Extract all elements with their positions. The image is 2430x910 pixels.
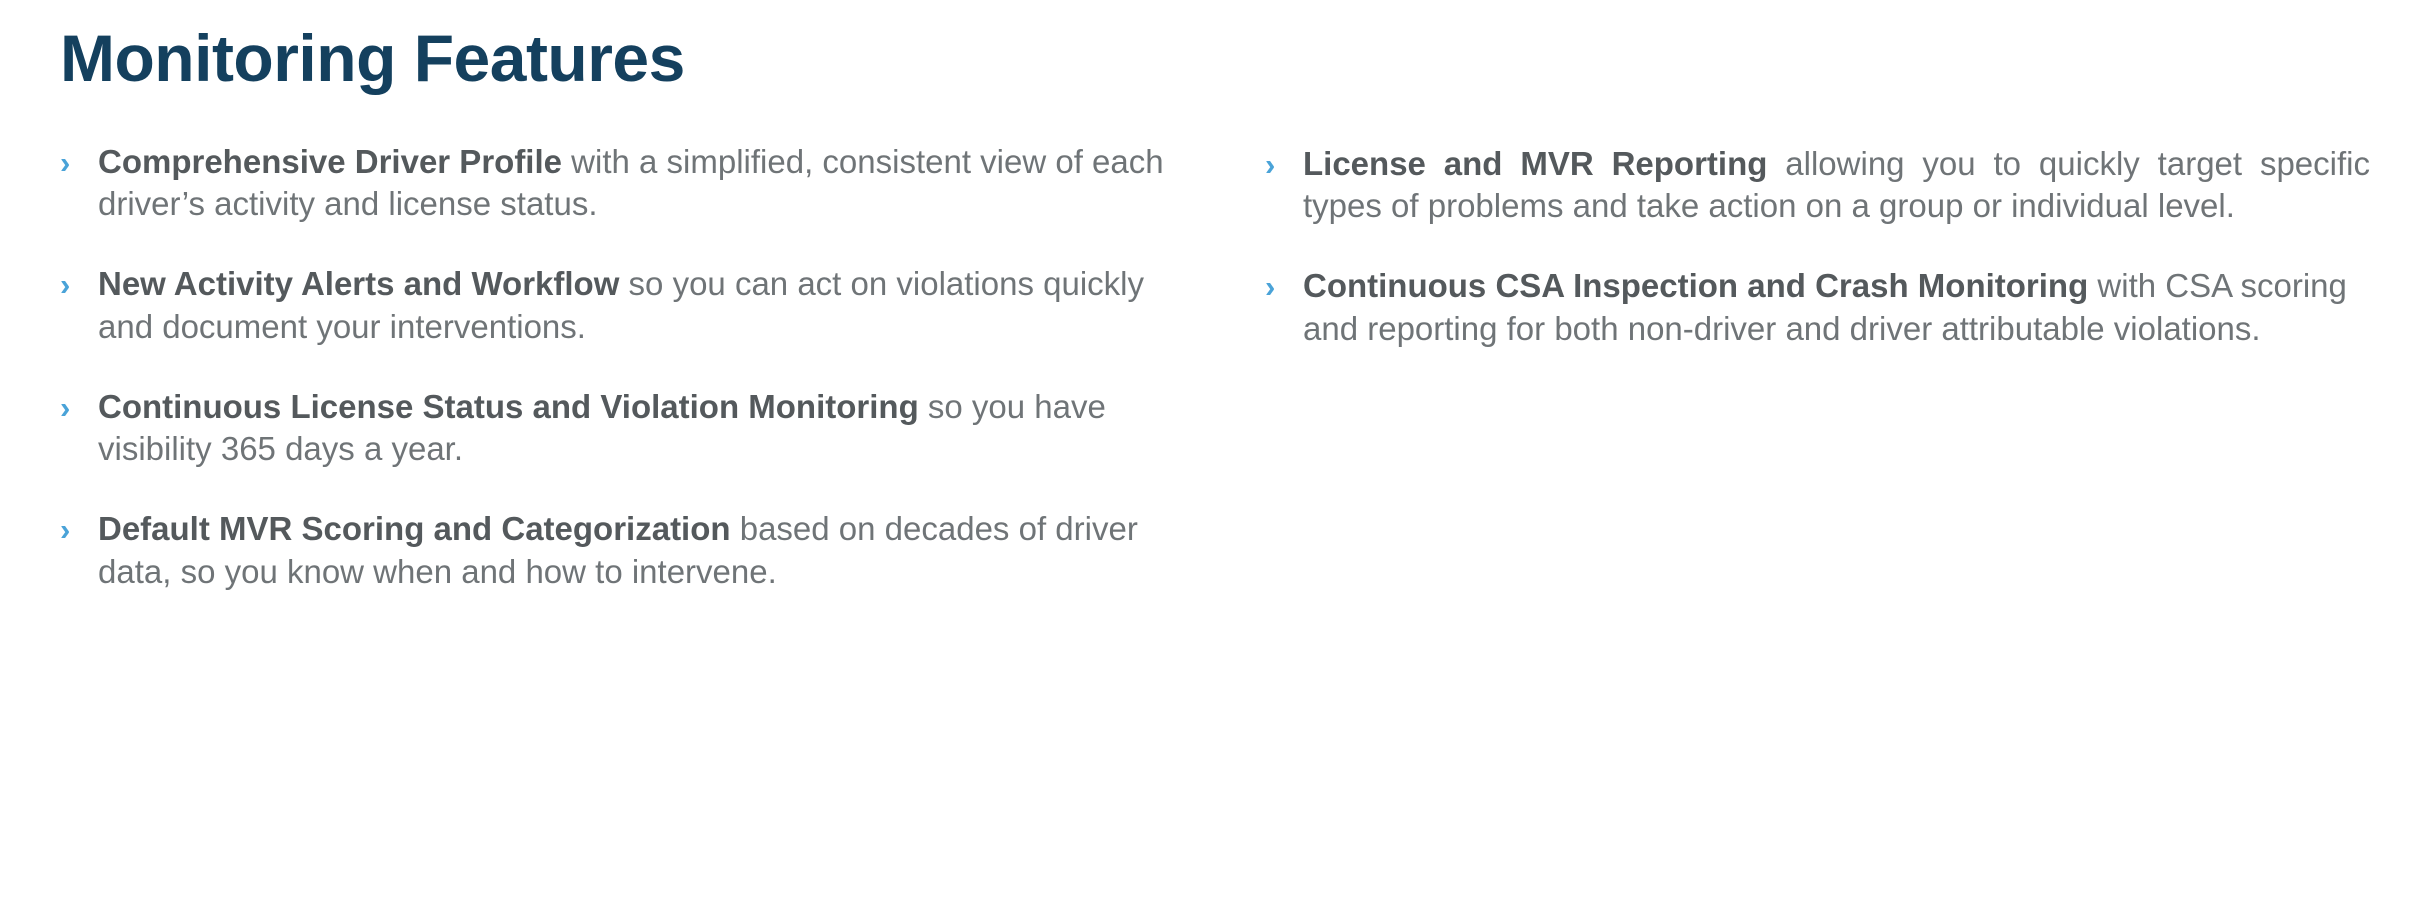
list-item-description: so you have visibility 365 days a year.: [98, 387, 1106, 468]
feature-column-left: [60, 108, 1165, 593]
list-item-description: based on decades of driver data, so you know when and how to intervene.: [98, 510, 1138, 590]
feature-columns: [60, 108, 2370, 593]
chevron-right-icon: ›: [1265, 146, 1276, 182]
chevron-right-icon: ›: [1265, 269, 1276, 305]
list-item-title: New Activity Alerts and Workflow: [98, 265, 620, 303]
feature-column-right: [1265, 108, 2370, 350]
chevron-right-icon: ›: [60, 144, 71, 180]
list-item-description: so you can act on violations quickly and document your interventions.: [98, 265, 1145, 345]
list-item: [1265, 265, 2370, 349]
page-title: Monitoring Features: [60, 21, 685, 95]
list-item-description: allowing you to quickly target specific types of problems and take action on a group or individual level.: [1303, 144, 2370, 225]
list-item: [60, 386, 1165, 470]
list-item: [60, 263, 1165, 347]
list-item: [60, 141, 1165, 225]
list-item-title: Default MVR Scoring and Categorization: [98, 510, 731, 548]
list-item-title: License and MVR Reporting: [1303, 144, 1768, 182]
list-item-title: Continuous CSA Inspection and Crash Monitoring: [1303, 267, 2089, 305]
list-item-title: Continuous License Status and Violation Monitoring: [98, 387, 919, 425]
chevron-right-icon: ›: [60, 267, 71, 303]
list-item: [60, 508, 1165, 592]
list-item-description: with a simplified, consistent view of each driver’s activity and license status.: [98, 142, 1164, 223]
list-item-title: Comprehensive Driver Profile: [98, 142, 562, 180]
chevron-right-icon: ›: [60, 389, 71, 425]
chevron-right-icon: ›: [60, 512, 71, 548]
list-item: [1265, 143, 2370, 227]
list-item-description: with CSA scoring and reporting for both non-driver and driver attributable violations.: [1303, 267, 2347, 347]
